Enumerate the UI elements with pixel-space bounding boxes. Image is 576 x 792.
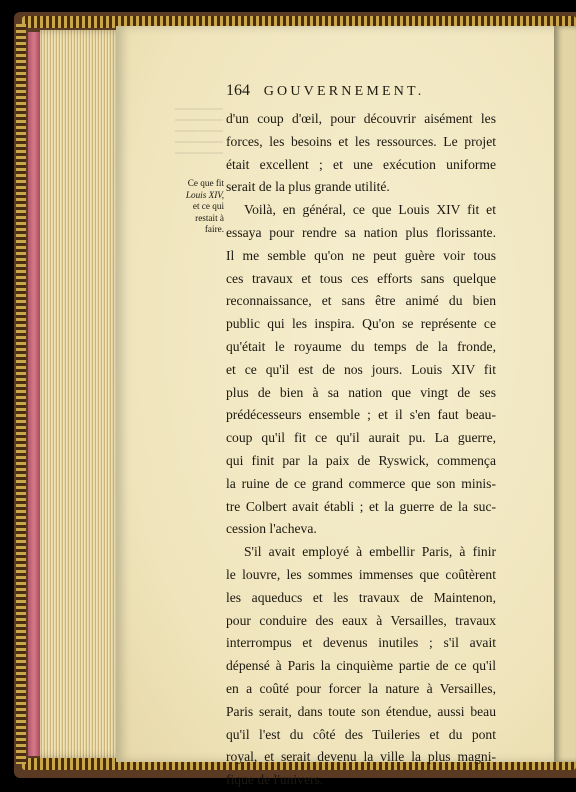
- text-line: cession l'acheva.: [226, 521, 317, 537]
- margin-note-line: faire.: [204, 224, 224, 234]
- text-line: dépensé à Paris la cinquième partie de ce qu'il: [226, 658, 496, 674]
- gilt-edge-left: [16, 24, 26, 764]
- text-line: d'un coup d'œil, pour découvrir aisément les: [226, 111, 496, 126]
- text-line: qu'il l'est du côté des Tuileries et du pont: [226, 726, 496, 742]
- text-line: les aqueducs et les travaux de Maintenon,: [226, 589, 496, 605]
- text-line: la ruine de ce grand commerce que son minis-: [226, 475, 496, 491]
- text-line: interrompus et devenus inutiles ; s'il avait: [226, 635, 496, 651]
- text-line: pour conduire des eaux à Versailles, travaux: [226, 612, 496, 628]
- text-line: était excellent ; et une exécution uniforme: [226, 156, 496, 172]
- page-edges: [40, 30, 122, 758]
- text-line: Paris serait, dans toute son étendue, aussi beau: [226, 703, 496, 719]
- text-line: reconnaissance, et sans être animé du bien: [226, 293, 496, 309]
- running-header: [226, 82, 424, 100]
- text-line: ces travaux et tous ces efforts sans quelque: [226, 270, 496, 286]
- text-line: en a coûté pour forcer la nature à Versailles,: [226, 680, 496, 696]
- body-text: [226, 108, 496, 792]
- text-line: et ce qu'il est de nos jours. Louis XIV fit: [226, 361, 496, 377]
- text-line: coup qu'il fit ce qu'il aurait pu. La guerre,: [226, 430, 496, 446]
- text-line: qui finit par la paix de Ryswick, commença: [226, 452, 496, 468]
- text-line: le louvre, les sommes immenses que coûtèrent: [226, 566, 496, 582]
- text-line: essaya pour rendre sa nation plus florissante.: [226, 224, 496, 240]
- show-through-text: [175, 108, 223, 158]
- text-line: royal, et serait devenu la ville la plus magni-: [226, 749, 496, 765]
- text-line: serait de la plus grande utilité.: [226, 179, 390, 195]
- text-line: Voilà, en général, ce que Louis XIV fit et: [244, 202, 496, 218]
- bookmark-ribbon: [28, 32, 40, 756]
- text-line: qu'était le royaume du temps de la fronde,: [226, 338, 496, 354]
- margin-note-line: Ce que fit: [187, 178, 224, 188]
- text-line: forces, les besoins et les ressources. Le projet: [226, 133, 496, 149]
- running-title: GOUVERNEMENT.: [263, 84, 425, 99]
- text-line: Il me semble qu'on ne peut guère voir tous: [226, 247, 496, 263]
- margin-note-line: et ce qui: [192, 201, 224, 211]
- text-line: plus de bien à sa nation que vingt de ses: [226, 384, 496, 400]
- margin-note-line: restait à: [195, 212, 224, 223]
- margin-note: [172, 178, 224, 236]
- margin-note-line: Louis XIV,: [185, 189, 224, 200]
- facing-page-edge: [554, 26, 576, 762]
- text-line: S'il avait employé à embellir Paris, à finir: [244, 544, 496, 560]
- text-line: public qui les inspira. Qu'on se représente ce: [226, 316, 496, 332]
- page-number: 164: [226, 82, 250, 99]
- text-line: fique de l'univers.: [226, 772, 324, 788]
- text-line: prédécesseurs ensemble ; et il s'en faut beau-: [226, 407, 496, 423]
- text-line: tre Colbert avait établi ; et la guerre de la suc-: [226, 498, 496, 514]
